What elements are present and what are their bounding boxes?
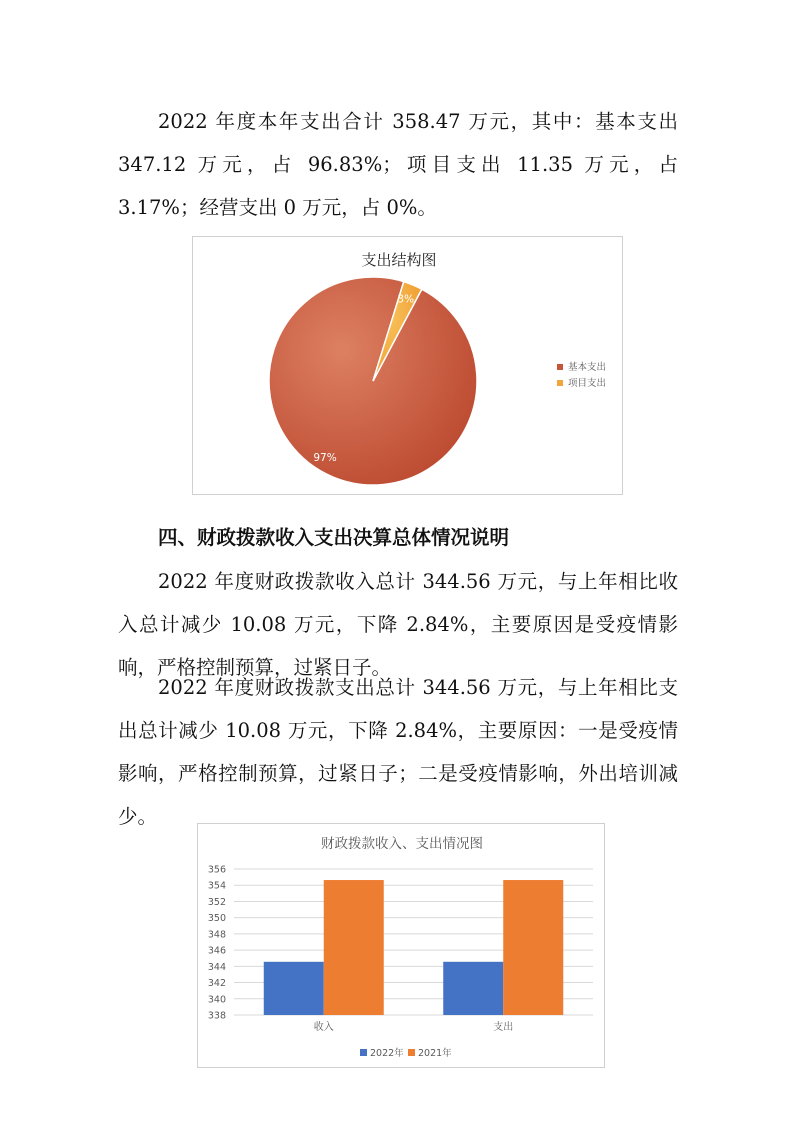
paragraph-text: 2022 年度本年支出合计 358.47 万元，其中：基本支出 347.12 万元，占 96.83%；项目支出 11.35 万元，占 3.17%；经营支出 0 万元，占 0%。	[118, 110, 678, 219]
bar-expense-2021年	[503, 880, 563, 1015]
bar-income-2022年	[264, 962, 324, 1015]
bar-legend-swatch	[408, 1049, 415, 1056]
paragraph-text: 2022 年度财政拨款收入总计 344.56 万元，与上年相比收入总计减少 10.08 万元，下降 2.84%，主要原因是受疫情影响，严格控制预算，过紧日子。	[118, 570, 678, 679]
y-tick-label: 352	[207, 896, 226, 908]
bar-expense-2022年	[443, 962, 503, 1015]
pie-data-label: 3%	[397, 293, 415, 306]
bar-legend-swatch	[360, 1049, 367, 1056]
pie-legend-label: 项目支出	[568, 378, 607, 389]
pie-data-label: 97%	[313, 452, 337, 464]
paragraph-spending	[118, 666, 678, 838]
pie-legend-label: 基本支出	[568, 362, 607, 373]
y-tick-label: 348	[207, 929, 226, 941]
pie-legend-swatch	[557, 380, 563, 386]
y-tick-label: 338	[207, 1010, 226, 1022]
bar-chart-title: 财政拨款收入、支出情况图	[321, 836, 483, 852]
pie-chart	[193, 237, 624, 496]
pie-legend-swatch	[557, 364, 563, 370]
bar-chart	[198, 824, 606, 1069]
pie-chart-title: 支出结构图	[361, 251, 437, 269]
pie-chart-container	[192, 236, 623, 495]
section-heading-4: 四、财政拨款收入支出决算总体情况说明	[158, 526, 510, 549]
bar-chart-container	[197, 823, 605, 1068]
bar-legend-label: 2022年	[370, 1048, 404, 1059]
x-category-label: 收入	[313, 1022, 334, 1033]
y-tick-label: 350	[207, 913, 226, 925]
bar-income-2021年	[324, 880, 384, 1015]
paragraph-expenditure-summary	[118, 100, 678, 229]
y-tick-label: 342	[207, 978, 226, 990]
y-tick-label: 344	[207, 961, 226, 973]
x-category-label: 支出	[493, 1022, 514, 1033]
bar-legend-label: 2021年	[418, 1048, 452, 1059]
y-tick-label: 340	[207, 994, 226, 1006]
paragraph-text: 2022 年度财政拨款支出总计 344.56 万元，与上年相比支出总计减少 10.08 万元，下降 2.84%，主要原因：一是受疫情影响，严格控制预算，过紧日子；二是受疫情影响，外出培训减少。	[118, 676, 678, 828]
y-tick-label: 354	[207, 880, 226, 892]
y-tick-label: 346	[207, 945, 226, 957]
y-tick-label: 356	[207, 864, 226, 876]
